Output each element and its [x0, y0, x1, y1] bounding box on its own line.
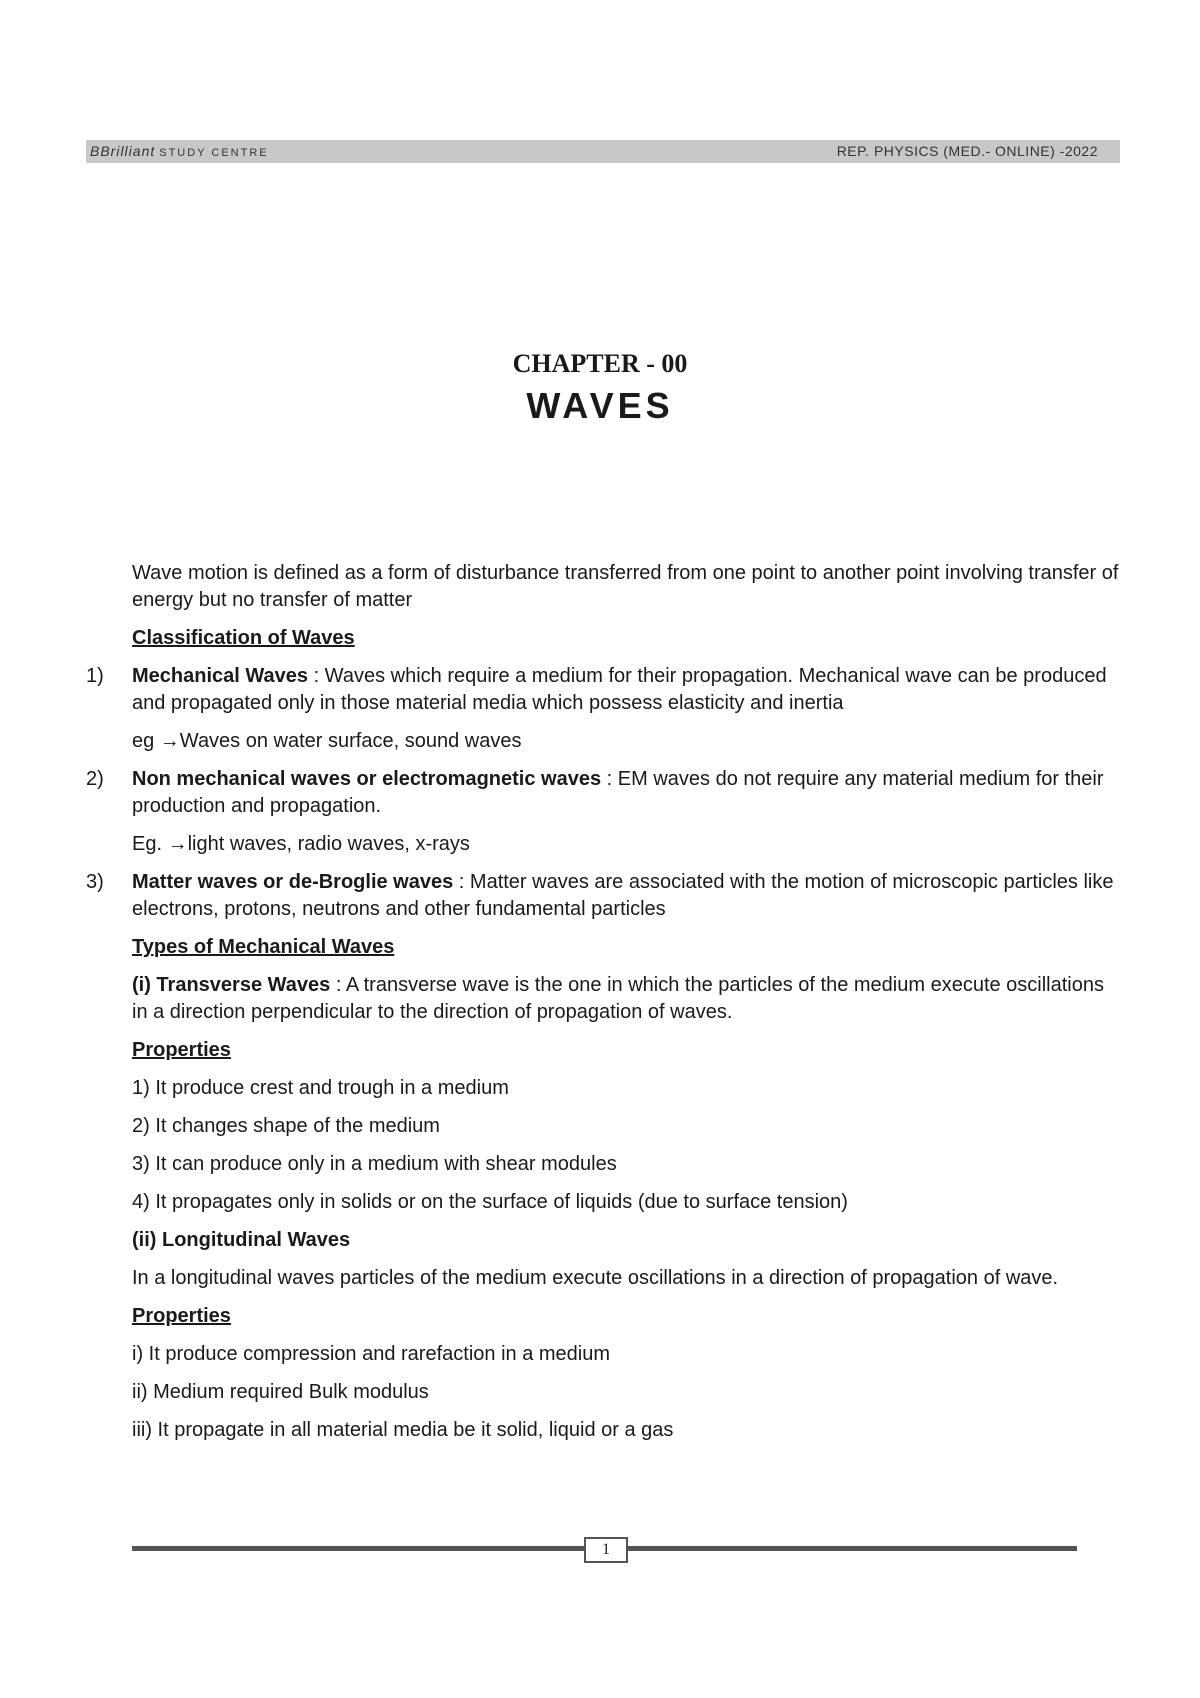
- header-brand: [90, 143, 269, 159]
- item-number: 1): [86, 665, 104, 687]
- item-desc: : Matter waves are associated with the motion of microscopic particles like electrons, protons, neutrons and other fundamental particles: [132, 871, 1114, 920]
- item-term: Mechanical Waves: [132, 665, 309, 687]
- item-term: Non mechanical waves or electromagnetic waves: [132, 768, 602, 790]
- properties-heading: Properties: [132, 1039, 231, 1061]
- item-term: Matter waves or de-Broglie waves: [132, 871, 454, 893]
- chapter-number: CHAPTER - 00: [512, 349, 688, 378]
- item-desc: : EM waves do not require any material medium for their production and propagation.: [132, 768, 1104, 817]
- list-item: [86, 766, 1122, 820]
- page-number: 1: [584, 1537, 628, 1563]
- property-item: i) It produce compression and rarefaction in a medium: [132, 1343, 611, 1365]
- brand-name: BBrilliant: [90, 143, 156, 159]
- property-item: 2) It changes shape of the medium: [132, 1115, 440, 1137]
- properties-heading: Properties: [132, 1305, 231, 1327]
- transverse-paragraph: [86, 972, 1122, 1026]
- property-item: ii) Medium required Bulk modulus: [132, 1381, 429, 1403]
- property-item: 3) It can produce only in a medium with shear modules: [132, 1153, 617, 1175]
- intro-paragraph: Wave motion is defined as a form of disturbance transferred from one point to another point involving transfer of energy but no transfer of matter: [132, 562, 1119, 611]
- item-number: 2): [86, 768, 104, 790]
- chapter-title: WAVES: [526, 385, 674, 426]
- longitudinal-heading: (ii) Longitudinal Waves: [132, 1229, 351, 1251]
- header-course: REP. PHYSICS (MED.- ONLINE) -2022: [836, 143, 1098, 159]
- types-heading: Types of Mechanical Waves: [132, 936, 395, 958]
- item-example: Eg. →light waves, radio waves, x-rays: [132, 833, 470, 855]
- classification-heading: Classification of Waves: [132, 627, 355, 649]
- item-number: 3): [86, 871, 104, 893]
- page-content: [86, 560, 1122, 1444]
- property-item: 4) It propagates only in solids or on the surface of liquids (due to surface tension): [132, 1191, 848, 1213]
- property-item: iii) It propagate in all material media be it solid, liquid or a gas: [132, 1419, 674, 1441]
- item-example: eg →Waves on water surface, sound waves: [132, 730, 522, 752]
- list-item: [86, 663, 1122, 717]
- header-bar: [86, 140, 1120, 163]
- property-item: 1) It produce crest and trough in a medium: [132, 1077, 509, 1099]
- item-desc: : Waves which require a medium for their propagation. Mechanical wave can be produced and propagated only in those material media which possess elasticity and inertia: [132, 665, 1107, 714]
- list-item: [86, 869, 1122, 923]
- transverse-term: (i) Transverse Waves: [132, 974, 331, 996]
- longitudinal-desc: In a longitudinal waves particles of the medium execute oscillations in a direction of propagation of wave.: [132, 1267, 1059, 1289]
- brand-centre: STUDY CENTRE: [159, 147, 269, 159]
- transverse-desc: : A transverse wave is the one in which the particles of the medium execute oscillations in a direction perpendicular to the direction of propagation of waves.: [132, 974, 1104, 1023]
